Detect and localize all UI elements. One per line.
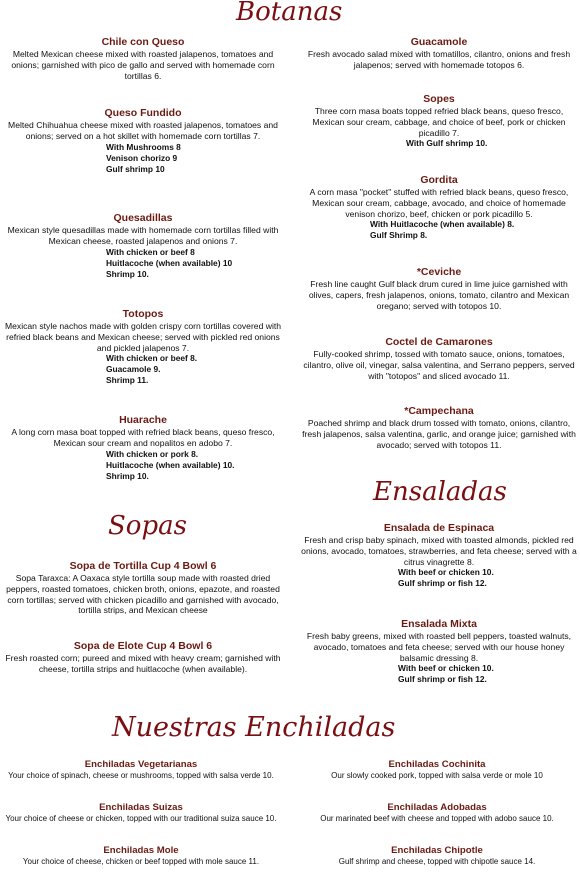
item-name: *Ceviche bbox=[416, 266, 462, 278]
item-extra: Huitlacoche (when available) 10. bbox=[106, 459, 235, 470]
item-extra: Gulf shrimp 10 bbox=[106, 163, 165, 174]
item-extra: Shrimp 10. bbox=[106, 268, 149, 279]
sopas-column bbox=[2, 560, 284, 675]
section-title-enchiladas: Nuestras Enchiladas bbox=[112, 712, 396, 743]
item-extra: Venison chorizo 9 bbox=[106, 152, 178, 163]
menu-item bbox=[298, 266, 580, 336]
item-name: Ensalada de Espinaca bbox=[383, 522, 495, 534]
item-description: Our slowly cooked pork, topped with salsa verde or mole 10 bbox=[331, 771, 543, 780]
item-name: Enchiladas Vegetarianas bbox=[84, 759, 198, 770]
item-name: Quesadillas bbox=[113, 212, 173, 224]
item-description: Fresh line caught Gulf black drum cured in lime juice garnished with olives, capers, fresh jalapenos, onions, tomato, cilantro and Mexican oregano; served with totopos 10. bbox=[308, 279, 570, 311]
item-name: Ensalada Mixta bbox=[401, 618, 477, 630]
item-description: Mexican style nachos made with golden crispy corn tortillas covered with refried black beans and Mexican cheese; served with pickled red onions and pickled jalapenos 7. bbox=[4, 321, 282, 353]
menu-item bbox=[298, 618, 580, 685]
menu-item bbox=[2, 107, 284, 212]
item-name: Huarache bbox=[119, 414, 167, 426]
enchilada-item bbox=[296, 759, 578, 781]
item-extra: Gulf Shrimp 8. bbox=[370, 230, 428, 241]
item-extra: With chicken or pork 8. bbox=[106, 448, 199, 459]
item-name: Sopa de Tortilla Cup 4 Bowl 6 bbox=[69, 560, 217, 572]
item-description: A corn masa "pocket" stuffed with refried black beans, queso fresco, Mexican sour cream, cabbage, avocado, and choice of homemade venison chorizo, beef, chicken or pork picadillo 5. bbox=[309, 187, 569, 219]
item-name: Enchiladas Mole bbox=[103, 845, 179, 856]
item-extra: Guacamole 9. bbox=[106, 364, 161, 375]
item-name: Chile con Queso bbox=[101, 36, 185, 48]
item-extra: Huitlacoche (when available) 10 bbox=[106, 257, 233, 268]
menu-item bbox=[298, 36, 580, 93]
item-name: Enchiladas Cochinita bbox=[388, 759, 486, 770]
botanas-left-column bbox=[2, 36, 284, 482]
item-name: Sopa de Elote Cup 4 Bowl 6 bbox=[73, 640, 213, 652]
item-description: Three corn masa boats topped refried black beans, queso fresco, Mexican sour cream, cabbage, and choice of beef, pork or chicken picadillo 7. bbox=[312, 106, 566, 138]
item-name: Guacamole bbox=[410, 36, 468, 48]
enchilada-item bbox=[0, 845, 282, 867]
item-description: Fresh roasted corn; pureed and mixed with heavy cream; garnished with cheese, tortilla strips and huitlacoche (when available). bbox=[5, 653, 281, 674]
item-description: Fresh avocado salad mixed with tomatillos, cilantro, onions and fresh jalapenos; served with homemade totopos 6. bbox=[307, 49, 571, 70]
item-description: Sopa Taraxca: A Oaxaca style tortilla soup made with roasted dried peppers, roasted tomatoes, chicken broth, onions, epazote, and roasted corn tortillas; served with chicken picadillo and garnished with avocado, tortilla strips, and Mexican cheese bbox=[6, 573, 280, 616]
enchilada-item bbox=[0, 802, 282, 824]
menu-item bbox=[298, 174, 580, 266]
item-extra: Gulf shrimp or fish 12. bbox=[398, 674, 487, 685]
item-description: Fresh baby greens, mixed with roasted bell peppers, toasted walnuts, avocado, tomatoes and feta cheese; served with our house honey balsamic dressing 8. bbox=[306, 631, 572, 663]
ensaladas-column bbox=[298, 522, 580, 685]
item-description: Fresh and crisp baby spinach, mixed with toasted almonds, pickled red onions, avocado, tomatoes, strawberries, and feta cheese; served with a citrus vinagrette 8. bbox=[301, 535, 577, 567]
item-extra: Shrimp 11. bbox=[106, 375, 149, 386]
menu-item bbox=[298, 336, 580, 405]
item-description: Fully-cooked shrimp, tossed with tomato sauce, onions, tomatoes, cilantro, olive oil, vinegar, salsa valentina, and Serrano peppers, served with "totopos" and sliced avocado 11. bbox=[303, 349, 575, 381]
item-description: Poached shrimp and black drum tossed with tomato, onions, cilantro, fresh jalapenos, salsa valentina, garlic, and orange juice; garnished with avocado; served with totopos 11. bbox=[302, 418, 576, 450]
item-description: Our marinated beef with cheese and topped with adobo sauce 10. bbox=[320, 814, 554, 823]
menu-item bbox=[2, 414, 284, 482]
item-extra: With beef or chicken 10. bbox=[398, 567, 494, 578]
item-description: Your choice of spinach, cheese or mushrooms, topped with salsa verde 10. bbox=[8, 771, 274, 780]
enchilada-item bbox=[296, 802, 578, 824]
item-description: Mexican style quesadillas made with homemade corn tortillas filled with Mexican cheese, roasted jalapenos and onions 7. bbox=[7, 225, 279, 246]
item-description: Your choice of cheese or chicken, topped with our traditional suiza sauce 10. bbox=[5, 814, 277, 823]
botanas-right-column bbox=[298, 36, 580, 450]
item-extra: With Gulf shrimp 10. bbox=[406, 138, 488, 149]
item-description: Your choice of cheese, chicken or beef topped with mole sauce 11. bbox=[22, 857, 260, 866]
menu-item bbox=[2, 560, 284, 640]
item-name: Gordita bbox=[420, 174, 458, 186]
item-name: Enchiladas Suizas bbox=[99, 802, 183, 813]
item-name: Totopos bbox=[122, 308, 164, 320]
item-description: Melted Mexican cheese mixed with roasted jalapenos, tomatoes and onions; garnished with pico de gallo and served with homemade corn tortillas 6. bbox=[11, 49, 275, 81]
item-description: Gulf shrimp and cheese, topped with chipotle sauce 14. bbox=[338, 857, 536, 866]
item-description: Melted Chihuahua cheese mixed with roasted jalapenos, tomatoes and onions; served on a hot skillet with homemade corn tortillas 7. bbox=[8, 120, 278, 141]
menu-item bbox=[298, 522, 580, 618]
enchilada-item bbox=[296, 845, 578, 867]
item-name: Enchiladas Chipotle bbox=[391, 845, 483, 856]
section-title-botanas: Botanas bbox=[236, 0, 343, 27]
item-extra: With beef or chicken 10. bbox=[398, 663, 494, 674]
enchilada-item bbox=[0, 759, 282, 781]
item-name: Queso Fundido bbox=[104, 107, 182, 119]
item-extra: With chicken or beef 8. bbox=[106, 353, 198, 364]
menu-item bbox=[2, 640, 284, 675]
item-name: *Campechana bbox=[404, 405, 474, 417]
menu-item bbox=[298, 93, 580, 174]
item-extra: With Huitlacoche (when available) 8. bbox=[370, 219, 515, 230]
item-description: A long corn masa boat topped with refried black beans, queso fresco, Mexican sour cream and nopalitos en adobo 7. bbox=[11, 427, 275, 448]
menu-item bbox=[2, 212, 284, 308]
item-name: Sopes bbox=[423, 93, 455, 105]
item-name: Enchiladas Adobadas bbox=[387, 802, 487, 813]
menu-item bbox=[2, 36, 284, 107]
section-title-ensaladas: Ensaladas bbox=[373, 477, 507, 507]
menu-item bbox=[298, 405, 580, 450]
item-extra: Shrimp 10. bbox=[106, 470, 149, 481]
item-extra: Gulf shrimp or fish 12. bbox=[398, 578, 487, 589]
item-name: Coctel de Camarones bbox=[385, 336, 493, 348]
menu-item bbox=[2, 308, 284, 414]
item-extra: With chicken or beef 8 bbox=[106, 246, 195, 257]
section-title-sopas: Sopas bbox=[108, 511, 187, 541]
item-extra: With Mushrooms 8 bbox=[106, 141, 181, 152]
